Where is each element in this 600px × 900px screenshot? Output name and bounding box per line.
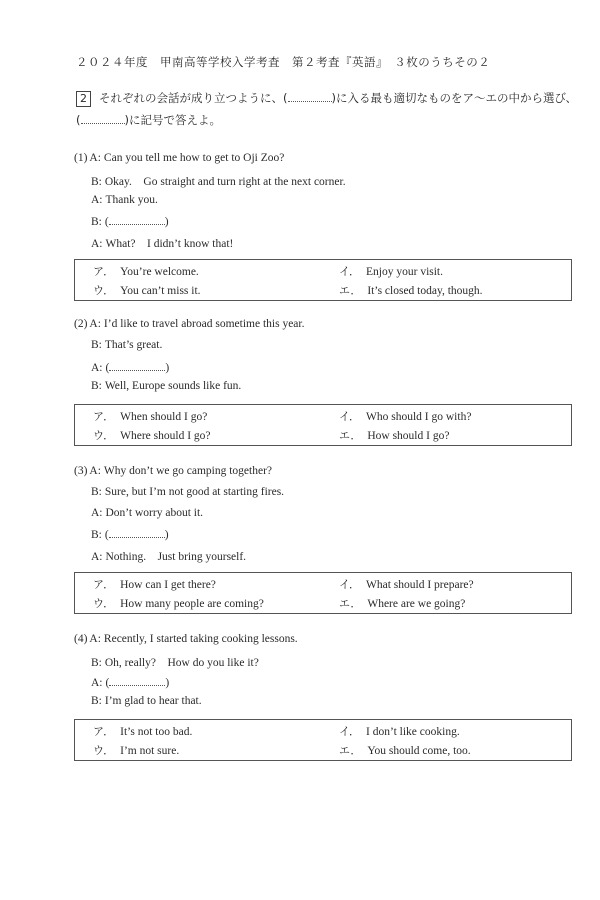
dialogue-text: ( — [104, 529, 109, 542]
choice-text: I’m not sure. — [120, 745, 180, 757]
speaker-label: A: — [91, 361, 103, 374]
dialogue-text: ( — [105, 676, 110, 689]
choice-option — [339, 282, 483, 298]
choices-box — [74, 404, 572, 446]
choice-mark: ア． — [93, 725, 115, 738]
choice-text: You’re welcome. — [120, 266, 199, 278]
choice-mark: イ． — [339, 725, 361, 738]
dialogue-line — [91, 380, 241, 392]
choice-text: Where should I go? — [120, 430, 211, 442]
choice-mark: ウ． — [93, 744, 115, 757]
choice-mark: ウ． — [93, 284, 115, 297]
speaker-label: A: — [89, 465, 101, 477]
dialogue-text: Well, Europe sounds like fun. — [104, 380, 242, 393]
choice-mark: ウ． — [93, 597, 115, 610]
choice-mark: イ． — [339, 410, 361, 423]
speaker-label: B: — [91, 380, 102, 393]
dialogue-line — [91, 339, 162, 351]
choice-option — [93, 427, 211, 443]
choice-text: How should I go? — [367, 430, 450, 442]
dialogue-line — [74, 633, 298, 645]
dialogue-line — [91, 173, 346, 189]
choice-mark: エ． — [339, 744, 362, 757]
dialogue-line — [91, 654, 259, 670]
choice-text: How can I get there? — [120, 579, 216, 591]
choice-option — [339, 742, 471, 758]
dialogue-line — [91, 695, 202, 707]
speaker-label: A: — [89, 633, 101, 645]
dialogue-line — [91, 675, 169, 689]
choice-option — [339, 595, 465, 611]
dialogue-line — [91, 235, 233, 251]
speaker-label: B: — [91, 656, 102, 669]
choice-option — [339, 723, 460, 739]
blank-close-paren: ) — [165, 361, 170, 374]
choice-mark: ア． — [93, 265, 115, 278]
speaker-label: A: — [91, 193, 103, 206]
dialogue-text: Recently, I started taking cooking lessons. — [103, 633, 298, 645]
choice-text: What should I prepare? — [366, 579, 474, 591]
speaker-label: A: — [91, 551, 103, 564]
speaker-label: B: — [91, 485, 102, 498]
speaker-label: B: — [91, 216, 102, 229]
choice-text: You should come, too. — [367, 745, 471, 757]
instructions-text-2b: )に記号で答えよ。 — [124, 113, 221, 127]
choice-option — [93, 723, 192, 739]
choice-mark: イ． — [339, 578, 361, 591]
question-number: (1) — [74, 152, 88, 164]
question-number-box: 2 — [76, 91, 91, 107]
choice-mark: ア． — [93, 410, 115, 423]
speaker-label: A: — [91, 676, 103, 689]
dialogue-line — [74, 465, 272, 477]
choice-text: It’s not too bad. — [120, 726, 193, 738]
dialogue-text: ( — [105, 361, 110, 374]
choice-option — [93, 282, 201, 298]
choice-option — [93, 408, 207, 424]
answer-blank — [109, 675, 165, 686]
question-number: (4) — [74, 633, 88, 645]
dialogue-text: Nothing. Just bring yourself. — [105, 551, 247, 564]
choice-option — [93, 595, 264, 611]
choice-text: I don’t like cooking. — [366, 726, 460, 738]
dialogue-line — [91, 214, 169, 228]
speaker-label: A: — [89, 318, 101, 330]
instructions-line-1 — [76, 90, 577, 107]
dialogue-text: Sure, but I’m not good at starting fires. — [104, 485, 285, 498]
choice-text: Who should I go with? — [366, 411, 472, 423]
instructions-text-2a: ( — [76, 113, 81, 127]
dialogue-text: What? I didn’t know that! — [105, 238, 234, 251]
blank-close-paren: ) — [164, 216, 169, 229]
choice-mark: イ． — [339, 265, 361, 278]
choices-box — [74, 572, 572, 614]
dialogue-line — [91, 194, 158, 206]
speaker-label: B: — [91, 695, 102, 708]
instructions-text-1a: それぞれの会話が成り立つように、( — [99, 91, 288, 105]
blank-line — [288, 91, 332, 102]
choice-text: Where are we going? — [367, 598, 466, 610]
speaker-label: B: — [91, 529, 102, 542]
choice-text: How many people are coming? — [120, 598, 264, 610]
choices-box — [74, 259, 572, 301]
dialogue-text: Oh, really? How do you like it? — [104, 656, 259, 669]
instructions-line-2 — [76, 112, 221, 128]
dialogue-line — [91, 360, 169, 374]
choice-option — [339, 263, 443, 279]
dialogue-text: Okay. Go straight and turn right at the next corner. — [104, 175, 346, 188]
choice-option — [93, 576, 216, 592]
dialogue-text: I’m glad to hear that. — [104, 695, 202, 708]
choices-box — [74, 719, 572, 761]
answer-blank — [109, 214, 165, 225]
dialogue-line — [74, 152, 284, 164]
choice-mark: エ． — [339, 284, 362, 297]
dialogue-line — [91, 548, 246, 564]
choice-text: It’s closed today, though. — [367, 285, 483, 297]
question-number: (3) — [74, 465, 88, 477]
choice-text: When should I go? — [120, 411, 208, 423]
blank-close-paren: ) — [164, 529, 169, 542]
speaker-label: B: — [91, 338, 102, 351]
instructions-text-1b: )に入る最も適切なものをア～エの中から選び、 — [331, 91, 578, 105]
dialogue-text: Don’t worry about it. — [105, 506, 204, 519]
choice-mark: エ． — [339, 429, 362, 442]
choice-option — [93, 263, 199, 279]
answer-blank — [109, 527, 165, 538]
dialogue-line — [91, 527, 169, 541]
dialogue-line — [91, 507, 203, 519]
blank-close-paren: ) — [165, 676, 170, 689]
dialogue-line — [74, 318, 304, 330]
answer-blank — [109, 360, 165, 371]
speaker-label: A: — [89, 152, 101, 164]
choice-mark: ア． — [93, 578, 115, 591]
dialogue-text: ( — [104, 216, 109, 229]
blank-line — [81, 113, 125, 124]
question-number: (2) — [74, 318, 88, 330]
choice-text: Enjoy your visit. — [366, 266, 444, 278]
dialogue-text: I’d like to travel abroad sometime this year. — [103, 318, 305, 330]
dialogue-text: Thank you. — [105, 193, 158, 206]
speaker-label: A: — [91, 238, 103, 251]
choice-text: You can’t miss it. — [120, 285, 201, 297]
speaker-label: A: — [91, 506, 103, 519]
choice-mark: ウ． — [93, 429, 115, 442]
dialogue-line — [91, 486, 284, 498]
choice-option — [339, 576, 474, 592]
choice-mark: エ． — [339, 597, 362, 610]
dialogue-text: Can you tell me how to get to Oji Zoo? — [103, 152, 285, 164]
dialogue-text: Why don’t we go camping together? — [103, 465, 273, 477]
dialogue-text: That’s great. — [104, 338, 163, 351]
choice-option — [93, 742, 179, 758]
choice-option — [339, 427, 449, 443]
speaker-label: B: — [91, 175, 102, 188]
page-header: ２０２４年度 甲南高等学校入学考査 第２考査『英語』 ３枚のうちその２ — [76, 55, 491, 69]
choice-option — [339, 408, 471, 424]
